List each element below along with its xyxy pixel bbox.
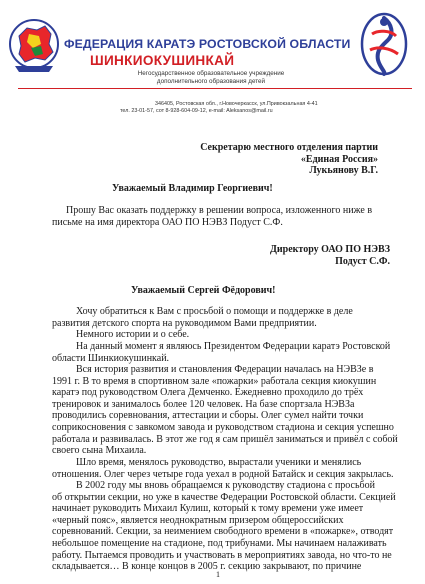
letterhead-address (120, 101, 335, 115)
body-line: складывается… В конце концов в 2005 г. секцию закрывают, по причине (52, 561, 362, 573)
body-line: тренировок и занималось более 120 человек. На базе спортзала НЭВЗа (52, 398, 355, 410)
body-paragraph-1 (52, 306, 397, 329)
body-line: небольшое помещение на стадионе, под трибунами. Мы начинаем налаживать (52, 537, 387, 549)
body-line: работала и развивалась. В этот же год я сам пришёл заниматься и привёл с собой (52, 433, 398, 445)
request-line-1: Прошу Вас оказать поддержку в решении вопроса, изложенного ниже в (66, 205, 373, 216)
federation-map-emblem-icon (7, 14, 61, 76)
recipient-line-3: Лукьянову В.Г. (309, 165, 378, 176)
page-number: 1 (216, 570, 220, 579)
request-line-2: письме на имя директора ОАО ПО НЭВЗ Подуст С.Ф. (52, 216, 283, 228)
request-paragraph (52, 205, 392, 228)
body-line: проводились соревнования, аттестации и сборы. Олег сумел найти точки (52, 410, 364, 422)
body-line: соприкосновения с завкомом завода и руководством стадиона и секция успешно (52, 421, 394, 433)
body-line: каратэ под руководством Олега Демченко. Ежедневно проходило до трёх (52, 387, 364, 399)
body-line: Шло время, менялось руководство, вырастали ученики и менялись (76, 457, 362, 468)
body-line: Немного истории и о себе. (76, 329, 190, 340)
recipient-block (200, 142, 378, 177)
body-line: В 2002 году мы вновь обращаемся к руководству стадиона с просьбой (76, 480, 375, 491)
body-line: Вся история развития и становления Федерации началась на НЭВЗе в (76, 364, 374, 375)
body-paragraph-3 (52, 341, 397, 364)
recipient-line-2: «Единая Россия» (300, 153, 378, 165)
body-line: начинает руководить Михаил Кулиш, который к тому времени уже имеет (52, 503, 364, 515)
body-line: отношения. Олег через четыре года уехал в родной Батайск и секция закрылась. (52, 468, 394, 480)
body-line: развития детского спорта на руководимом Вами предприятии. (52, 317, 317, 329)
federation-title: ФЕДЕРАЦИЯ КАРАТЭ РОСТОВСКОЙ ОБЛАСТИ (64, 37, 351, 51)
director-line-1: Директору ОАО ПО НЭВЗ (270, 244, 390, 255)
organization-subtitle (91, 70, 331, 85)
body-paragraph-6 (52, 480, 397, 573)
body-line: работу. Пытаемся проводить и участвовать в мероприятиях завода, но что-то не (52, 549, 392, 561)
body-line: Хочу обратиться к Вам с просьбой о помощи и поддержке в деле (76, 306, 353, 317)
body-line: своего сына Михаила. (52, 445, 147, 457)
greeting-director: Уважаемый Сергей Фёдорович! (131, 285, 276, 296)
body-line: соревнований. Секции, за неимением свободного времени в «пожарке», отводят (52, 526, 394, 538)
body-paragraph-5 (52, 457, 397, 480)
body-line: На данный момент я являюсь Президентом Федерации каратэ Ростовской (76, 341, 391, 352)
letterhead-divider (18, 88, 412, 89)
school-name: ШИНКИОКУШИНКАЙ (90, 53, 235, 68)
subtitle-line-2: дополнительного образования детей (156, 77, 266, 85)
address-line-1: 346405, Ростовская обл., г.Новочеркасск, ул.Привокзальная 4-41 (155, 101, 318, 107)
body-paragraph-2 (52, 329, 397, 341)
body-line: 1991 г. В то время в спортивном зале «пожарки» работала секция киокушин (52, 375, 377, 387)
body-line: области Шинкиокушинкай. (52, 352, 170, 364)
address-line-2: тел. 23-01-57, сот 8-928-604-09-12, e-mail: Aleksanos@mail.ru (120, 108, 273, 115)
recipient-line-1: Секретарю местного отделения партии (200, 142, 378, 153)
greeting-secretary: Уважаемый Владимир Георгиевич! (112, 183, 273, 194)
director-line-2: Подуст С.Ф. (335, 255, 390, 267)
shinkyokushin-emblem-icon (358, 10, 410, 78)
subtitle-line-1: Негосударственное образовательное учреждение (137, 70, 285, 77)
body-paragraph-4 (52, 364, 397, 457)
director-block (220, 244, 390, 267)
body-line: об открытии секции, но уже в качестве Федерации Ростовской области. Секцией (52, 491, 396, 503)
body-line: «черный пояс», является неоднократным призером общероссийских (52, 514, 344, 526)
